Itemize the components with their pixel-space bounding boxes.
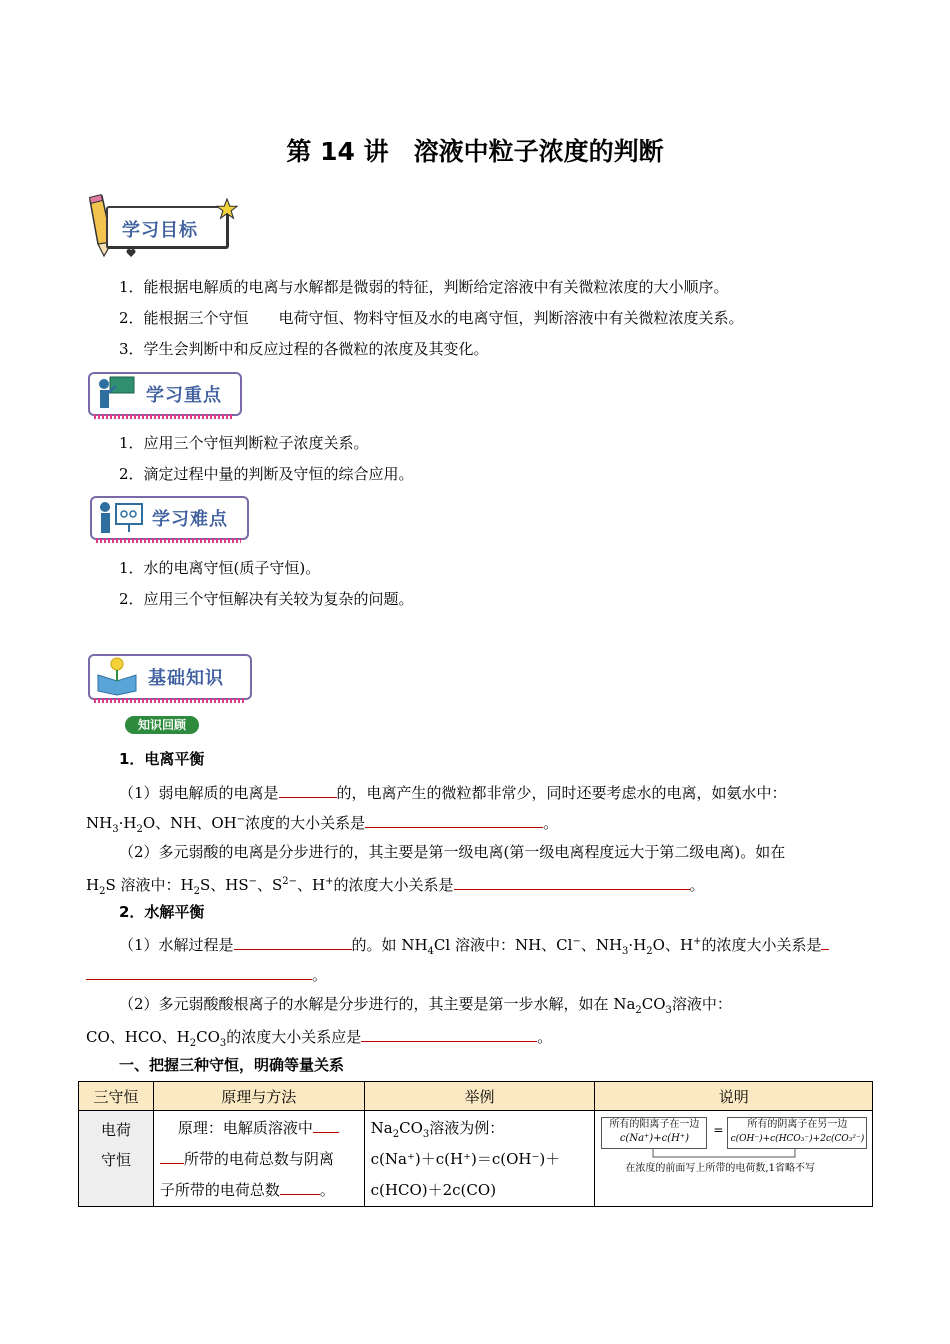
diagram-text: 所有的阳离子在一边: [609, 1119, 700, 1130]
decorative-dash-bar: [94, 698, 244, 703]
cell-text: c(HCO)＋2c(CO): [370, 1181, 497, 1199]
cell-text: 所带的电荷总数与阴离: [160, 1144, 358, 1175]
diagram-text: 所有的阴离子在另一边: [747, 1119, 848, 1130]
knowledge-recall-tag: 知识回顾: [125, 716, 199, 734]
presenter-icon: [96, 498, 146, 538]
ionization-paragraph-2: （2）多元弱酸的电离是分步进行的，其主要是第一级电离(第一级电离程度远大于第二级电离)。如在: [119, 843, 786, 861]
page-title: 第 14 讲 溶液中粒子浓度的判断: [286, 137, 664, 166]
goal-3: 3．学生会判断中和反应过程的各微粒的浓度及其变化。: [119, 340, 489, 358]
hydrolysis-paragraph-2-cont: CO、HCO、$H_2CO_3$的浓度大小关系应是 。: [86, 1025, 552, 1047]
fill-blank[interactable]: [280, 1178, 320, 1195]
hydrolysis-paragraph-1: （1）水解过程是 的。如 $NH_4Cl$ 溶液中：NH、Cl−、$NH_3\cdot H_2O$、H+的浓度大小关系是: [119, 933, 829, 955]
difficulty-1: 1．水的电离守恒(质子守恒)。: [119, 559, 321, 577]
ionization-paragraph-2-cont: $H_2S$ 溶液中：$H_2S$、HS−、$S^{2-}$、H+的浓度大小关系是 。: [86, 873, 705, 895]
ionization-paragraph-1: （1）弱电解质的电离是 的，电离产生的微粒都非常少，同时还要考虑水的电离，如氨水中：: [119, 781, 787, 803]
ionization-paragraph-1-cont: $NH_3\cdot H_2O$、NH、OH−浓度的大小关系是 。: [86, 811, 558, 833]
conservation-table: [78, 1081, 873, 1207]
banner-label: 学习目标: [122, 220, 198, 241]
anion-box: [727, 1117, 867, 1149]
diagram-caption: 在浓度的前面写上所带的电荷数,1省略不写: [625, 1163, 815, 1174]
focus-1: 1．应用三个守恒判断粒子浓度关系。: [119, 434, 369, 452]
banner-label: 学习重点: [146, 385, 222, 406]
banner-label: 基础知识: [148, 668, 224, 689]
fill-blank[interactable]: [821, 933, 829, 950]
cell-text: $Na_2CO_3$溶液为例：: [370, 1119, 505, 1140]
fill-blank[interactable]: [361, 1025, 537, 1042]
difficulty-2: 2．应用三个守恒解决有关较为复杂的问题。: [119, 590, 414, 608]
goal-2: 2．能根据三个守恒 电荷守恒、物料守恒及水的电离守恒，判断溶液中有关微粒浓度关系。: [119, 309, 744, 327]
hydrolysis-paragraph-1-cont: 。: [86, 963, 327, 985]
decorative-dash-bar: [94, 414, 234, 419]
fill-blank[interactable]: [454, 873, 690, 890]
fill-blank[interactable]: [313, 1116, 339, 1133]
banner-basic-knowledge: [88, 654, 258, 706]
equals-sign: =: [713, 1123, 724, 1137]
cell-text: 电荷: [100, 1121, 131, 1139]
fill-blank[interactable]: [234, 933, 352, 950]
banner-label: 学习难点: [152, 509, 228, 530]
section-ionization-heading: 1．电离平衡: [119, 750, 205, 768]
fill-blank[interactable]: [86, 963, 312, 980]
principle-cell: [153, 1111, 364, 1207]
hydrolysis-paragraph-2: （2）多元弱酸酸根离子的水解是分步进行的，其主要是第一步水解，如在 $Na_2CO_3$溶液中：: [119, 995, 732, 1016]
heart-icon: [126, 248, 136, 258]
goal-1: 1．能根据电解质的电离与水解都是微弱的特征，判断给定溶液中有关微粒浓度的大小顺序。: [119, 278, 729, 296]
section-one-heading: 一、把握三种守恒，明确等量关系: [119, 1056, 345, 1074]
book-bulb-icon: [94, 655, 140, 697]
cell-text: c(Na⁺)＋c(H⁺)＝c(OH⁻)＋: [370, 1150, 561, 1168]
diagram-text: c(OH⁻)+c(HCO₃⁻)+2c(CO₃²⁻): [730, 1134, 865, 1144]
cation-box: [601, 1117, 707, 1149]
fill-blank[interactable]: [160, 1147, 184, 1164]
note-cell: [595, 1111, 873, 1207]
conservation-type-cell: [79, 1111, 154, 1207]
fill-blank[interactable]: [365, 811, 543, 828]
star-icon: [216, 198, 238, 220]
column-header: 三守恒: [79, 1082, 154, 1111]
example-cell: [364, 1111, 595, 1207]
focus-2: 2．滴定过程中量的判断及守恒的综合应用。: [119, 465, 414, 483]
diagram-text: c(Na⁺)+c(H⁺): [619, 1133, 689, 1144]
charge-balance-diagram: [595, 1111, 872, 1203]
banner-learning-goals: [86, 196, 236, 258]
banner-learning-difficulty: [90, 496, 255, 548]
column-header: 举例: [364, 1082, 595, 1111]
section-hydrolysis-heading: 2．水解平衡: [119, 903, 205, 921]
cell-text: 子所带的电荷总数 。: [160, 1175, 358, 1206]
cell-text: 原理：电解质溶液中: [160, 1113, 358, 1144]
column-header: 原理与方法: [153, 1082, 364, 1111]
teacher-board-icon: [94, 374, 138, 414]
banner-learning-focus: [88, 372, 248, 422]
column-header: 说明: [595, 1082, 873, 1111]
table-header-row: [79, 1082, 873, 1111]
fill-blank[interactable]: [279, 781, 337, 798]
decorative-dash-bar: [96, 538, 241, 543]
cell-text: 守恒: [100, 1151, 131, 1169]
table-row: [79, 1111, 873, 1207]
